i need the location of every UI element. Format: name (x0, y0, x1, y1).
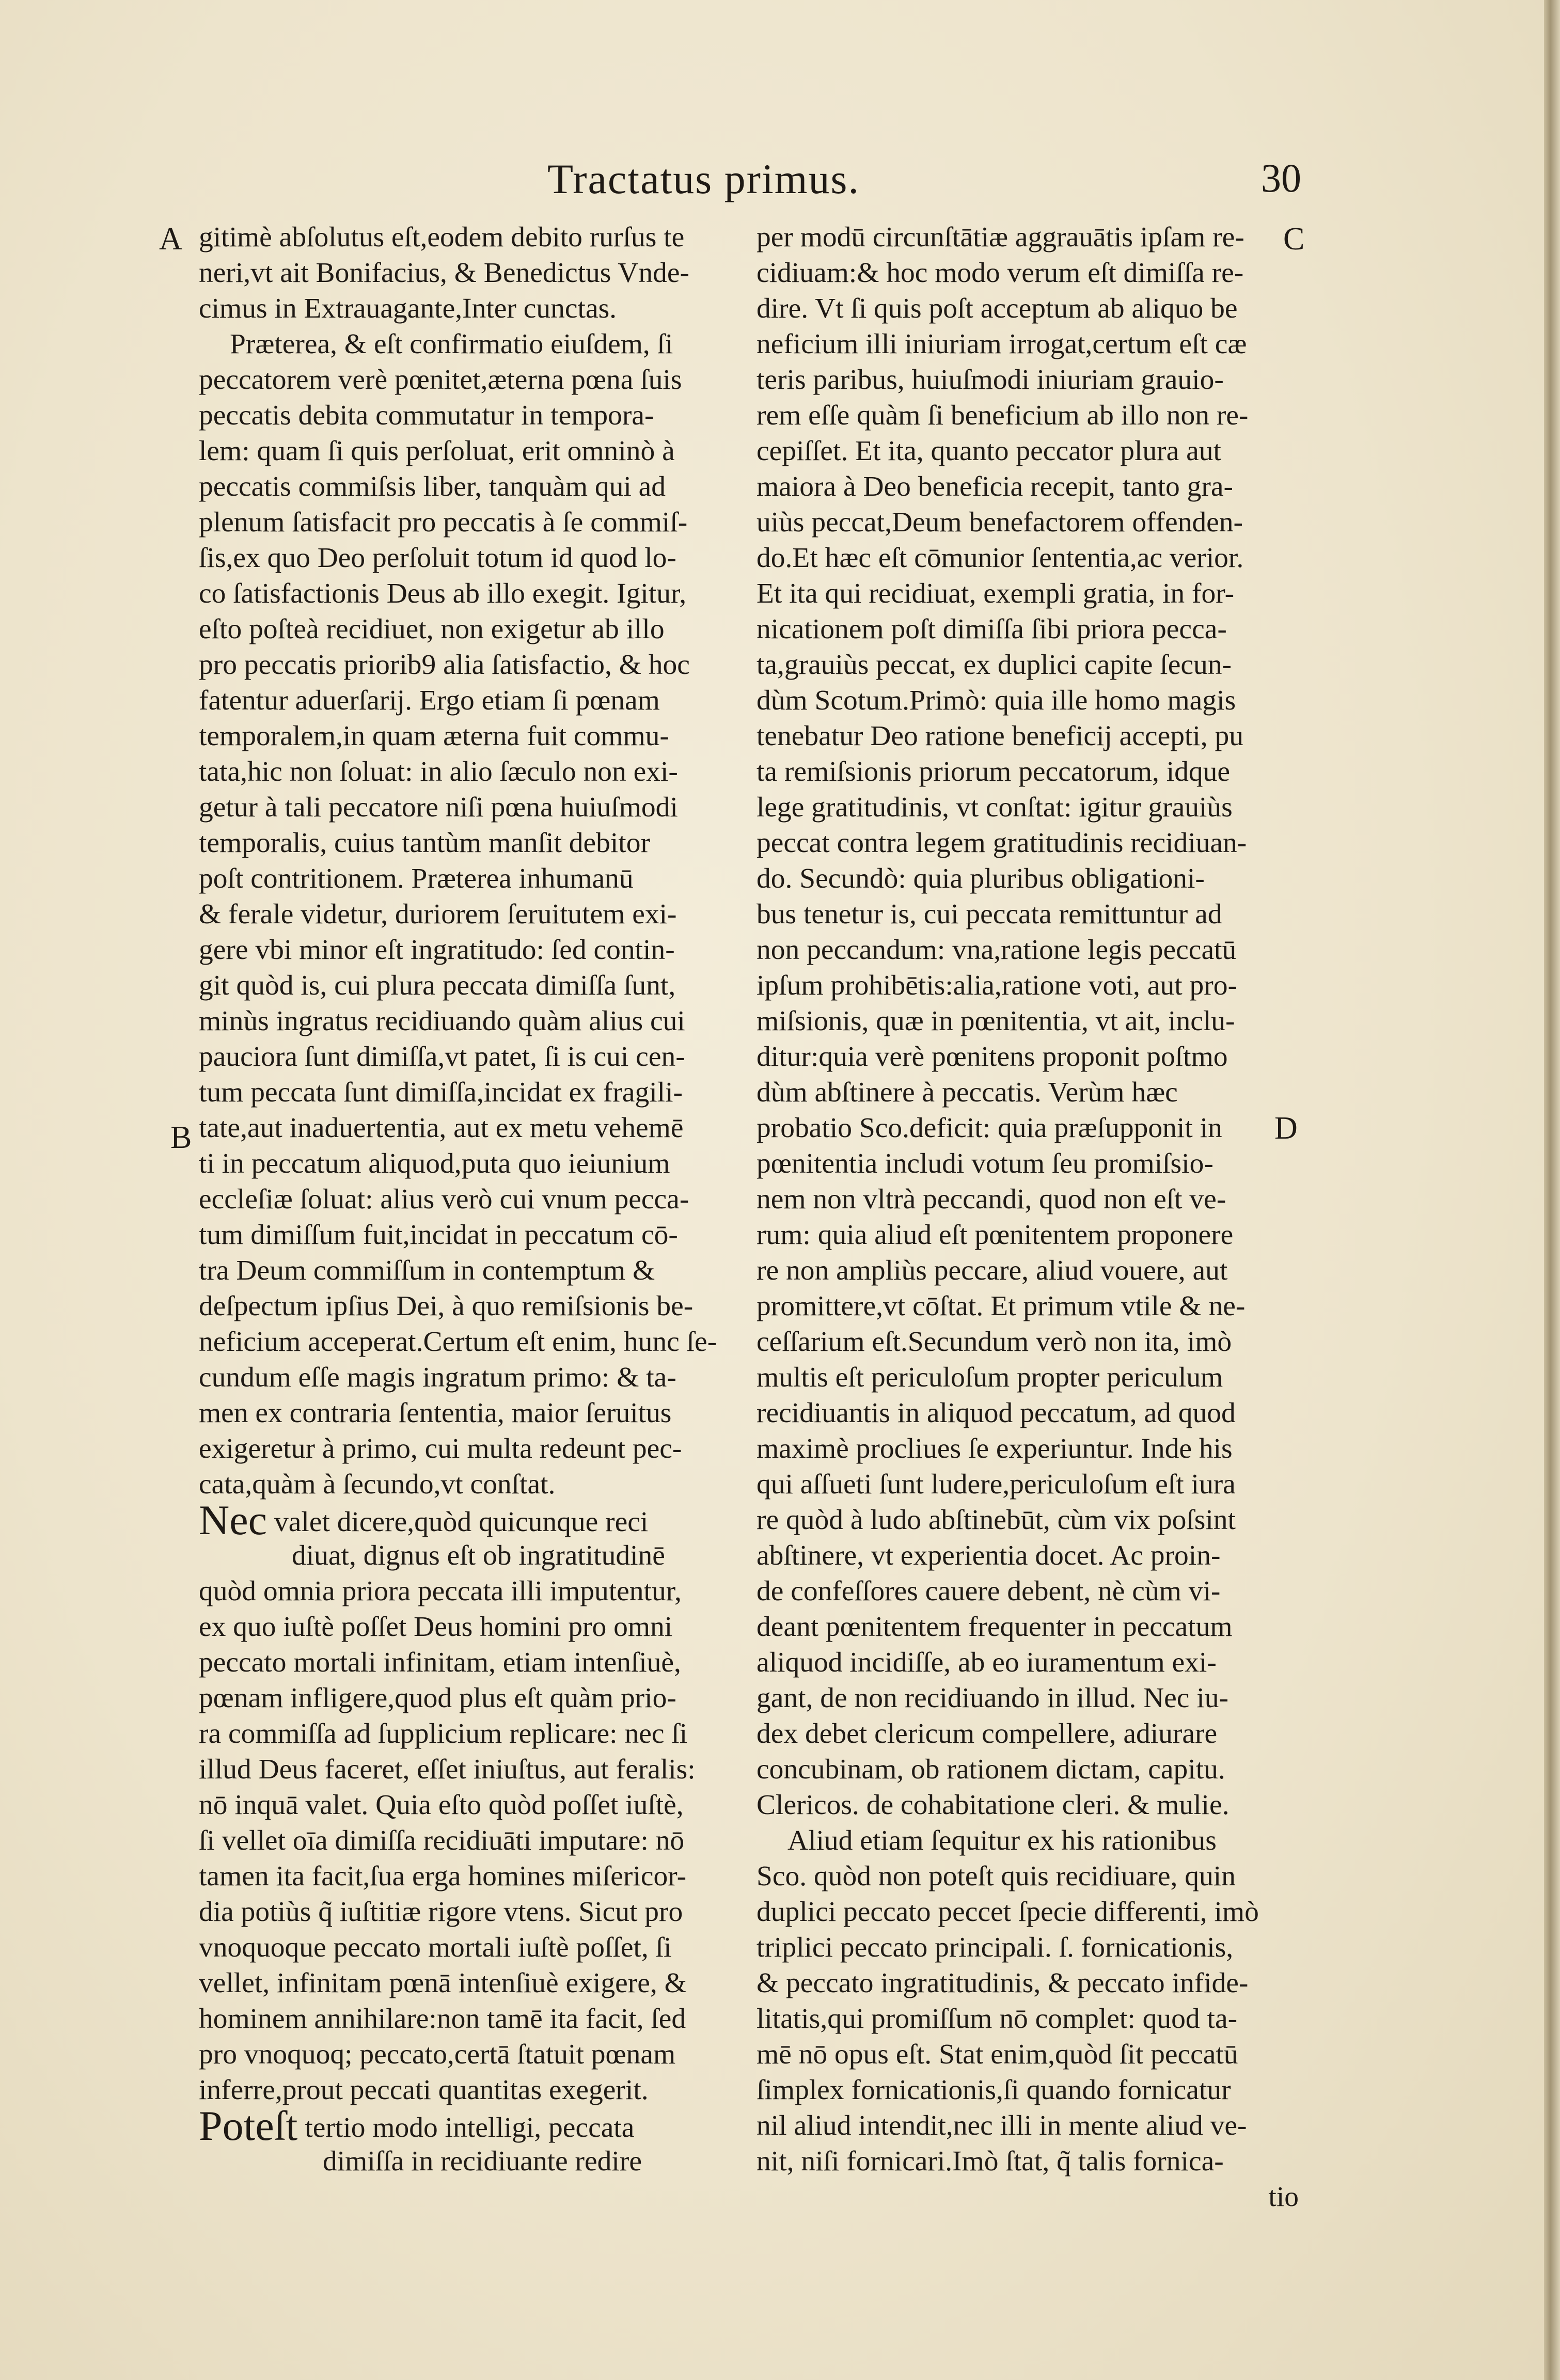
text-line: pro peccatis priorib9 alia ſatisfactio, & hoc (199, 649, 690, 681)
text-line: minùs ingratus recidiuando quàm alius cui (199, 1005, 685, 1037)
text-line: cepiſſet. Et ita, quanto peccator plura aut (757, 435, 1221, 467)
text-line: plenum ſatisfacit pro peccatis à ſe commiſ- (199, 507, 688, 538)
text-line: gere vbi minor eſt ingratitudo: ſed contin- (199, 934, 675, 966)
text-line: pro vnoquoq; peccato,certā ſtatuit pœnam (199, 2039, 676, 2070)
text-line: ex quo iuſtè poſſet Deus homini pro omni (199, 1611, 673, 1643)
text-line: ta remiſsionis priorum peccatorum, idque (757, 756, 1231, 787)
text-line: exigeretur à primo, cui multa redeunt pec- (199, 1433, 682, 1464)
text-line: concubinam, ob rationem dictam, capitu. (757, 1754, 1225, 1785)
text-line: nō inquā valet. Quia eſto quòd poſſet iuſtè, (199, 1789, 684, 1821)
text-line: illud Deus faceret, eſſet iniuſtus, aut feralis: (199, 1754, 696, 1785)
text-line: tata,hic non ſoluat: in alio ſæculo non exi- (199, 756, 678, 787)
margin-letter-a: A (159, 222, 182, 257)
text-line: quòd omnia priora peccata illi imputentur, (199, 1575, 682, 1607)
text-line: inferre,prout peccati quantitas exegerit. (199, 2074, 649, 2106)
text-line: non peccandum: vna,ratione legis peccatū (757, 934, 1237, 966)
text-line: re non ampliùs peccare, aliud vouere, aut (757, 1255, 1228, 1286)
text-line: lem: quam ſi quis perſoluat, erit omninò à (199, 435, 675, 467)
text-line: deant pœnitentem frequenter in peccatum (757, 1611, 1233, 1643)
text-line: nicationem poſt dimiſſa ſibi priora pecca- (757, 613, 1227, 645)
text-line: cidiuam:& hoc modo verum eſt dimiſſa re- (757, 257, 1244, 289)
text-line: peccat contra legem gratitudinis recidiuan- (757, 827, 1247, 859)
text-line: litatis,qui promiſſum nō complet: quod ta- (757, 2003, 1238, 2035)
text-line: promittere,vt cōſtat. Et primum vtile & ne- (757, 1290, 1246, 1322)
text-line: neficium acceperat.Certum eſt enim, hunc ſe- (199, 1326, 717, 1358)
text-line: tum dimiſſum fuit,incidat in peccatum cō- (199, 1219, 678, 1251)
text-line: abſtinere, vt experientia docet. Ac proin- (757, 1540, 1221, 1571)
text-line: rem eſſe quàm ſi beneficium ab illo non re- (757, 400, 1249, 431)
text-line: Sco. quòd non poteſt quis recidiuare, quin (757, 1861, 1236, 1892)
text-line: mē nō opus eſt. Stat enim,quòd ſit peccatū (757, 2039, 1238, 2070)
text-line: pœnitentia includi votum ſeu promiſsio- (757, 1148, 1214, 1179)
text-line: multis eſt periculoſum propter periculum (757, 1362, 1223, 1393)
text-line: poſt contritionem. Præterea inhumanū (199, 863, 634, 894)
text-line: Et ita qui recidiuat, exempli gratia, in for- (757, 578, 1235, 609)
text-line: ceſſarium eſt.Secundum verò non ita, imò (757, 1326, 1232, 1358)
text-line: ti in peccatum aliquod,puta quo ieiunium (199, 1148, 670, 1179)
text-line: gitimè abſolutus eſt,eodem debito rurſus te (199, 222, 685, 253)
text-line: diuat, dignus eſt ob ingratitudinē (292, 1540, 665, 1571)
text-line: fatentur aduerſarij. Ergo etiam ſi pœnam (199, 685, 660, 716)
text-line: men ex contraria ſententia, maior ſeruitus (199, 1397, 672, 1429)
text-line: Aliud etiam ſequitur ex his rationibus (787, 1825, 1217, 1856)
text-line: uiùs peccat,Deum benefactorem offenden- (757, 507, 1243, 538)
text-line: neficium illi iniuriam irrogat,certum eſt cæ (757, 328, 1247, 360)
text-line: dia potiùs q̃ iuſtitiæ rigore vtens. Sicut pro (199, 1896, 683, 1928)
text-line: peccatorem verè pœnitet,æterna pœna ſuis (199, 364, 682, 396)
text-line: do.Et hæc eſt cōmunior ſententia,ac verior. (757, 542, 1244, 574)
text-line: dire. Vt ſi quis poſt acceptum ab aliquo be (757, 293, 1238, 324)
text-line: de confeſſores cauere debent, nè cùm vi- (757, 1575, 1221, 1607)
text-line: co ſatisfactionis Deus ab illo exegit. Igitur, (199, 578, 687, 609)
text-line: ſimplex fornicationis,ſi quando fornicatur (757, 2074, 1231, 2106)
text-line: gant, de non recidiuando in illud. Nec iu- (757, 1682, 1228, 1714)
text-line: git quòd is, cui plura peccata dimiſſa ſunt, (199, 970, 676, 1001)
left-column (199, 219, 762, 2179)
text-line: nil aliud intendit,nec illi in mente aliud ve- (757, 2110, 1247, 2141)
text-line: & peccato ingratitudinis, & peccato infide- (757, 1967, 1249, 1999)
text-line: cundum eſſe magis ingratum primo: & ta- (199, 1362, 676, 1393)
text-line: cata,quàm à ſecundo,vt conſtat. (199, 1469, 556, 1500)
margin-letter-d: D (1274, 1111, 1298, 1146)
text-line: ditur:quia verè pœnitens proponit poſtmo (757, 1041, 1228, 1073)
text-line: aliquod incidiſſe, ab eo iuramentum exi- (757, 1647, 1217, 1678)
text-line (199, 1502, 762, 1538)
text-line: ipſum prohibētis:alia,ratione voti, aut pro- (757, 970, 1237, 1001)
text-line: tenebatur Deo ratione beneficij accepti, pu (757, 720, 1244, 752)
text-line: rum: quia aliud eſt pœnitentem proponere (757, 1219, 1234, 1251)
text-line: lege gratitudinis, vt conſtat: igitur grauiùs (757, 792, 1233, 823)
text-line: bus tenetur is, cui peccata remittuntur ad (757, 899, 1222, 930)
text-line: ta,grauiùs peccat, ex duplici capite ſecun- (757, 649, 1232, 681)
text-line: peccato mortali infinitam, etiam intenſiuè, (199, 1647, 681, 1678)
text-line: deſpectum ipſius Dei, à quo remiſsionis be- (199, 1290, 694, 1322)
text-line: triplici peccato principali. ſ. fornicationis, (757, 1932, 1234, 1963)
text-line: nem non vltrà peccandi, quod non eſt ve- (757, 1184, 1226, 1215)
text-line: hominem annihilare:non tamē ita facit, ſed (199, 2003, 686, 2035)
initial-word-potest: Poteſt (199, 2108, 298, 2143)
text-line: qui aſſueti ſunt ludere,periculoſum eſt iura (757, 1469, 1236, 1500)
catchword: tio (1268, 2181, 1299, 2213)
text-line: peccatis debita commutatur in tempora- (199, 400, 654, 431)
text-line: neri,vt ait Bonifacius, & Benedictus Vnde- (199, 257, 689, 289)
running-title: Tractatus primus. (547, 155, 860, 202)
text-line: per modū circunſtātiæ aggrauātis ipſam re- (757, 222, 1244, 253)
text-line: maiora à Deo beneficia recepit, tanto gra- (757, 471, 1233, 502)
text-line: re quòd à ludo abſtinebūt, cùm vix poſsint (757, 1504, 1236, 1536)
text-line: peccatis commiſsis liber, tanquàm qui ad (199, 471, 666, 502)
text-segment: valet dicere,quòd quicunque reci (274, 1506, 649, 1538)
text-line: dex debet clericum compellere, adiurare (757, 1718, 1218, 1749)
text-line: nit, niſi fornicari.Imò ſtat, q̃ talis fornica- (757, 2146, 1224, 2177)
page-number: 30 (1261, 155, 1301, 200)
initial-word-nec: Nec (199, 1502, 267, 1538)
text-line: getur à tali peccatore niſi pœna huiuſmodi (199, 792, 678, 823)
text-line: teris paribus, huiuſmodi iniuriam grauio- (757, 364, 1224, 396)
text-line: miſsionis, quæ in pœnitentia, vt ait, inclu- (757, 1005, 1235, 1037)
text-line (199, 2108, 762, 2143)
text-line: cimus in Extrauagante,Inter cunctas. (199, 293, 617, 324)
right-column (757, 219, 1319, 2215)
text-line: tum peccata ſunt dimiſſa,incidat ex fragili- (199, 1077, 683, 1108)
text-line: maximè procliues ſe experiuntur. Inde his (757, 1433, 1233, 1464)
text-line: recidiuantis in aliquod peccatum, ad quod (757, 1397, 1236, 1429)
margin-letter-c: C (1283, 222, 1305, 257)
text-line: & ferale videtur, duriorem ſeruitutem exi- (199, 899, 677, 930)
text-line: eccleſiæ ſoluat: alius verò cui vnum pecca- (199, 1184, 689, 1215)
margin-letter-b: B (170, 1120, 192, 1155)
running-header (547, 155, 1301, 217)
page-edge (1544, 0, 1560, 2380)
text-line: ra commiſſa ad ſupplicium replicare: nec ſi (199, 1718, 688, 1749)
text-line: duplici peccato peccet ſpecie differenti, imò (757, 1896, 1259, 1928)
text-line: vellet, infinitam pœnā intenſiuè exigere, & (199, 1967, 687, 1999)
text-line: tra Deum commiſſum in contemptum & (199, 1255, 655, 1286)
text-line: temporalem,in quam æterna fuit commu- (199, 720, 669, 752)
text-line: vnoquoque peccato mortali iuſtè poſſet, ſi (199, 1932, 672, 1963)
text-line: Clericos. de cohabitatione cleri. & mulie. (757, 1789, 1230, 1821)
text-segment: tertio modo intelligi, peccata (305, 2112, 635, 2143)
text-line: ſi vellet oīa dimiſſa recidiuāti imputare: nō (199, 1825, 685, 1856)
text-line: probatio Sco.deficit: quia præſupponit in (757, 1112, 1222, 1144)
text-line: temporalis, cuius tantùm manſit debitor (199, 827, 650, 859)
text-line: eſto poſteà recidiuet, non exigetur ab illo (199, 613, 665, 645)
text-line: dùm abſtinere à peccatis. Verùm hæc (757, 1077, 1178, 1108)
text-line: dimiſſa in recidiuante redire (323, 2146, 642, 2177)
text-line: pauciora ſunt dimiſſa,vt patet, ſi is cui cen- (199, 1041, 685, 1073)
text-line: do. Secundò: quia pluribus obligationi- (757, 863, 1205, 894)
text-line: pœnam infligere,quod plus eſt quàm prio- (199, 1682, 676, 1714)
text-line: tamen ita facit,ſua erga homines miſericor- (199, 1861, 687, 1892)
text-line: ſis,ex quo Deo perſoluit totum id quod lo- (199, 542, 676, 574)
text-line: Præterea, & eſt confirmatio eiuſdem, ſi (230, 328, 673, 360)
text-line: dùm Scotum.Primò: quia ille homo magis (757, 685, 1236, 716)
text-line: tate,aut inaduertentia, aut ex metu vehemē (199, 1112, 684, 1144)
